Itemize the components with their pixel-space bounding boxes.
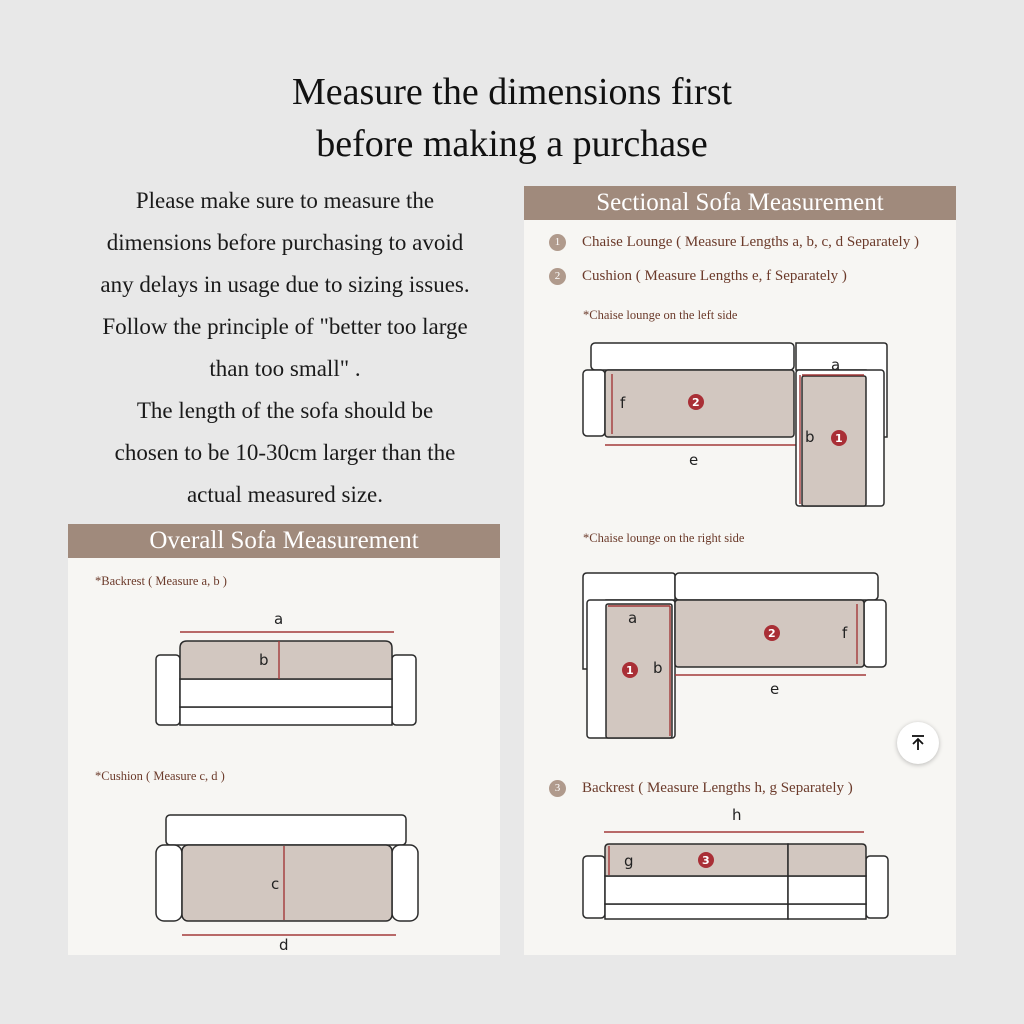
step-text: Chaise Lounge ( Measure Lengths a, b, c, d Separately ) — [582, 234, 919, 250]
title-line-2: before making a purchase — [316, 123, 708, 165]
intro-line: any delays in usage due to sizing issues. — [100, 272, 470, 297]
label-b-left: b — [805, 428, 815, 446]
label-f-left: f — [620, 394, 626, 412]
backrest-note: *Backrest ( Measure a, b ) — [95, 574, 227, 588]
label-g: g — [624, 852, 634, 870]
badge-2-right: 2 — [768, 627, 776, 640]
arrow-up-to-line-icon — [909, 734, 927, 752]
badge-2-left: 2 — [692, 396, 700, 409]
badge-1-right: 1 — [626, 664, 634, 677]
label-f-right: f — [842, 624, 848, 642]
label-b: b — [259, 651, 269, 669]
label-a: a — [274, 610, 284, 628]
right-chaise-note: *Chaise lounge on the right side — [583, 531, 745, 545]
page-title — [0, 66, 1024, 170]
label-e-left: e — [689, 451, 699, 469]
title-line-1: Measure the dimensions first — [291, 71, 733, 113]
badge-1-left: 1 — [835, 432, 843, 445]
intro-line: chosen to be 10-30cm larger than the — [114, 440, 456, 465]
intro-line: The length of the sofa should be — [136, 398, 434, 423]
step-text: Backrest ( Measure Lengths h, g Separately ) — [582, 780, 853, 796]
overall-panel-header: Overall Sofa Measurement — [68, 524, 500, 558]
step-number: 2 — [549, 268, 566, 285]
label-a-left: a — [831, 356, 841, 374]
intro-line: actual measured size. — [186, 482, 384, 507]
label-a-right: a — [628, 609, 638, 627]
scroll-to-top-button[interactable] — [897, 722, 939, 764]
step-number: 1 — [549, 234, 566, 251]
badge-3: 3 — [702, 854, 710, 867]
sectional-diagrams — [524, 186, 956, 955]
label-h: h — [732, 806, 742, 824]
intro-line: Follow the principle of "better too large — [102, 314, 468, 339]
label-b-right: b — [653, 659, 663, 677]
intro-line: dimensions before purchasing to avoid — [106, 230, 464, 255]
sectional-panel-header: Sectional Sofa Measurement — [524, 186, 956, 220]
label-d: d — [279, 936, 289, 954]
overall-measurement-panel — [68, 524, 500, 955]
label-c: c — [271, 875, 280, 893]
cushion-note: *Cushion ( Measure c, d ) — [95, 769, 225, 783]
backrest-diagram — [68, 524, 500, 955]
intro-text — [60, 180, 510, 516]
label-e-right: e — [770, 680, 780, 698]
step-number: 3 — [549, 780, 566, 797]
left-chaise-note: *Chaise lounge on the left side — [583, 308, 738, 322]
sectional-measurement-panel — [524, 186, 956, 955]
step-text: Cushion ( Measure Lengths e, f Separately ) — [582, 268, 847, 284]
intro-line: Please make sure to measure the — [135, 188, 435, 213]
intro-line: than too small" . — [209, 356, 361, 381]
